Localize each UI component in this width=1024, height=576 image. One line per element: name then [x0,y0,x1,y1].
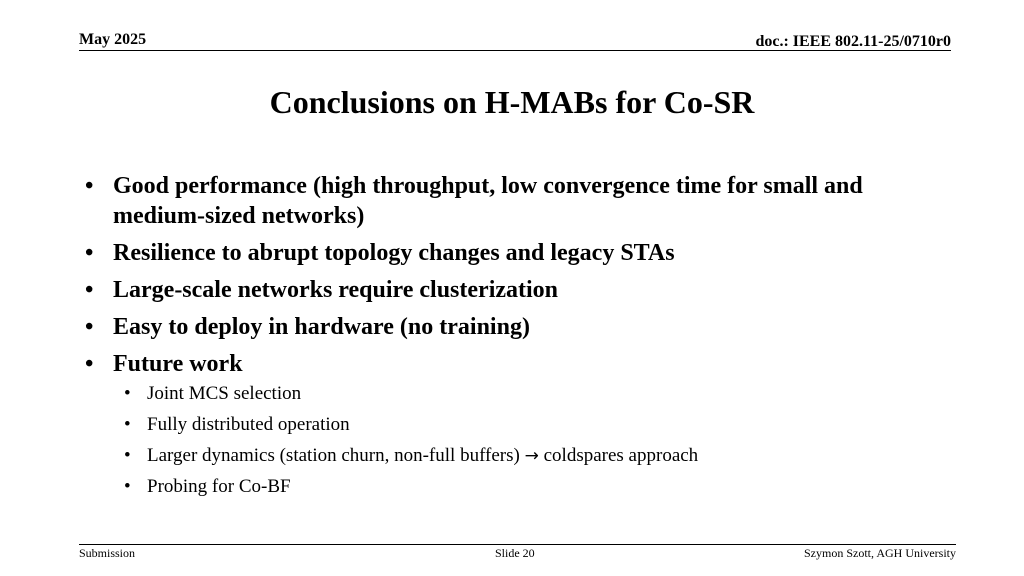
bullet-item [85,275,945,305]
sub-bullet-marker: • [124,445,131,466]
header-date: May 2025 [79,31,147,48]
bullet-item [85,238,945,268]
bullet-text: Resilience to abrupt topology changes and legacy STAs [113,240,675,266]
footer-divider [79,544,956,545]
sub-bullet-text-after: coldspares approach [543,445,699,466]
header-divider [79,50,951,51]
bullet-item [85,349,945,379]
bullet-text: Future work [113,351,243,377]
bullet-marker: • [85,351,94,377]
bullet-item [85,171,945,231]
bullet-text: Large-scale networks require clusterization [113,277,559,303]
bullet-marker: • [85,173,94,199]
bullet-marker: • [85,240,94,266]
sub-bullet-item [85,413,945,437]
sub-bullet-item [85,444,945,468]
header-doc-id: doc.: IEEE 802.11-25/0710r0 [755,33,951,50]
bullet-marker: • [85,277,94,303]
bullet-text: Good performance (high throughput, low convergence time for small and medium-sized networks) [113,173,863,229]
sub-bullet-text: Probing for Co-BF [147,476,291,497]
footer-submission: Submission [79,546,136,560]
slide-content [85,171,945,506]
footer-author: Szymon Szott, AGH University [804,546,956,560]
bullet-marker: • [85,314,94,340]
bullet-item [85,312,945,342]
sub-bullet-marker: • [124,414,131,435]
sub-bullet-marker: • [124,383,131,404]
sub-bullet-text: Fully distributed operation [147,414,350,435]
footer-slide-number: Slide 20 [495,546,535,560]
sub-bullet-item [85,475,945,499]
slide-title: Conclusions on H-MABs for Co-SR [269,84,755,120]
right-arrow-icon: → [524,446,539,466]
sub-bullet-item [85,382,945,406]
sub-bullet-text-before: Larger dynamics (station churn, non-full buffers) [147,445,520,466]
bullet-text: Easy to deploy in hardware (no training) [113,314,530,340]
sub-bullet-text: Joint MCS selection [147,383,302,404]
sub-bullet-text [147,444,698,468]
sub-bullet-marker: • [124,476,131,497]
